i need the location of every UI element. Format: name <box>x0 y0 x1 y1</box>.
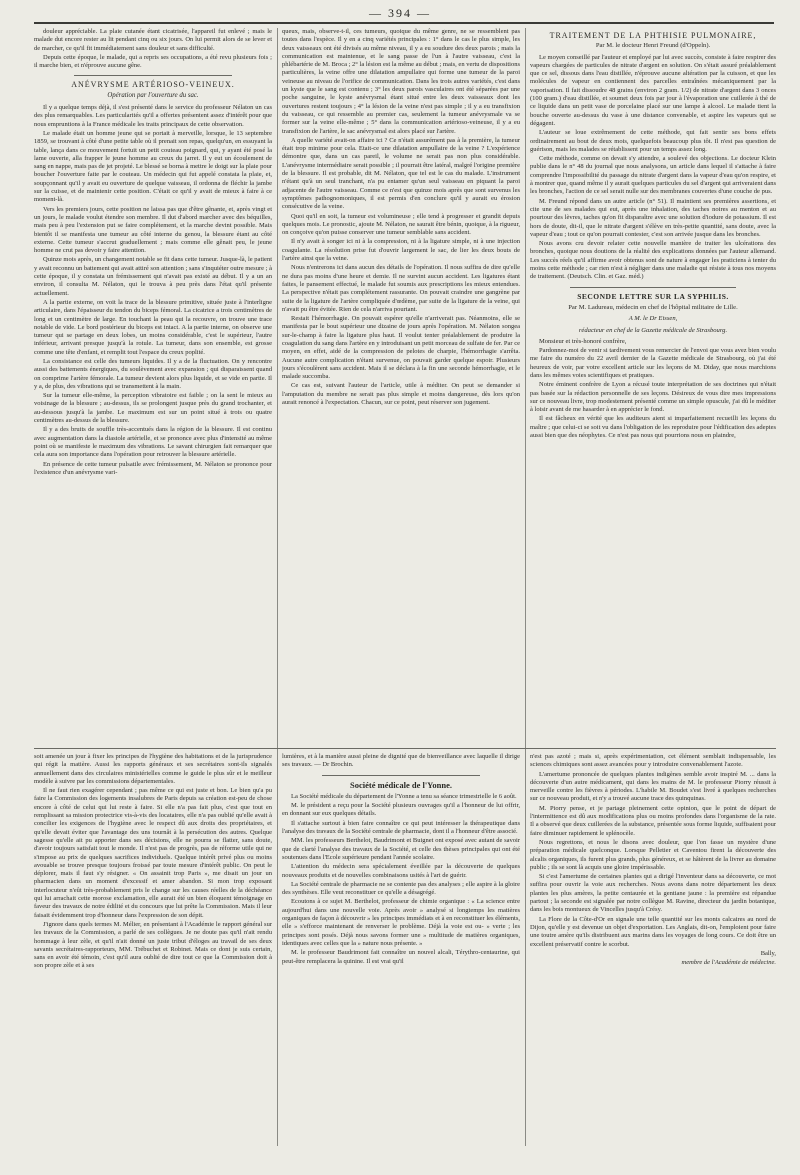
column-4 <box>34 753 272 1153</box>
paragraph: Il y a des bruits de souffle très-accentués dans la région de la blessure. Il est continu avec augmentation dans la diastole artérielle, et se prononce avec plus d'intensité au même point où se manifeste le maximum des vibrations. Le savant chirurgien fait remarquer que cela aura son importance dans l'opération pour retrouver la blessure artérielle. <box>34 426 272 459</box>
paragraph: MM. les professeurs Berthelot, Baudrimont et Buignet ont exposé avec autant de savoir que de clarté l'analyse des travaux de la Société, et celle des thèses principales qui ont été soutenues dans l'Ecole supérieure pendant l'année scolaire. <box>282 837 520 861</box>
paragraph: Le moyen conseillé par l'auteur et employé par lui avec succès, consiste à faire respirer des vapeurs chargées de particules de nitrate d'argent en solution. On s'était assuré préalablement que ce sel, dissous dans l'eau distillée, n'éprouve aucune altération par la cuisson, et que les molécules de vapeur en contiennent des parcelles entraînées mécaniquement par la vaporisation. Il fait dissoudre 48 grains (environ 2 gram. 1/2) de nitrate d'argent dans 3 onces (100 gram.) d'eau distillée, et soumet deux fois par jour à l'évaporation une cuillerée à thé de ce liquide dans un petit vase de porcelaine placé sur une lampe à alcool. Le malade tient la bouche ouverte au-dessus du vase à une distance convenable, et aspire les vapeurs qui se dégagent. <box>530 53 776 127</box>
paragraph: Quoi qu'il en soit, la tumeur est volumineuse ; elle tend à progresser et grandit depuis quelques mois. Le pronostic, ajoute M. Nélaton, ne saurait être bénin, quoique, à la rigueur, on conçoive qu'on puisse conserver une tumeur semblable sans accident. <box>282 212 520 237</box>
letter-address: rédacteur en chef de la Gazette médicale de Strasbourg. <box>578 326 728 334</box>
paragraph: douleur appréciable. La plaie cutanée étant cicatrisée, l'appareil fut enlevé ; mais le malade dut encore rester au lit pendant cinq ou six jours. On lui permit alors de se lever et de marcher, ce qu'il fit immédiatement sans douleur et sans difficulté. <box>34 28 272 52</box>
paragraph: soit amenée un jour à fixer les principes de l'hygiène des habitations et de la jurisprudence qui régit la matière. Aussi les rapports généraux et ses secrétaires sont-ils signalés annuellement dans des circulaires ministérielles comme le guide le plus sûr et le meilleur modèle à suivre par les commissions départementales. <box>34 753 272 785</box>
letter-byline: Par M. Ladureau, médecin en chef de l'hôpital militaire de Lille. <box>568 303 738 311</box>
article-title: ANÉVRYSME ARTÉRIOSO-VEINEUX. <box>71 80 235 90</box>
paragraph: Nous n'entrerons ici dans aucun des détails de l'opération. Il nous suffira de dire qu'elle ne dura pas moins d'une heure et demie. Il ne survint aucun accident. Les ligatures étant faites, le pansement effectué, le malade fut soumis aux prescriptions les mieux entendues. La perspective n'était pas complétement rassurante. On pouvait craindre une gangrène par suite de la ligature de l'artère compliquée d'œdème, par suite de la ligature de la veine, qui n'avait pu être évitée. Rien de cela n'arriva pourtant. <box>282 264 520 313</box>
signature-title: membre de l'Académie de médecine. <box>681 959 776 967</box>
paragraph: Cette méthode, comme on devait s'y attendre, a soulevé des objections. Le docteur Klein publie dans le n° 48 du journal que nous analysons, un article dans lequel il s'attache à faire comprendre l'impossibilité du passage du nitrate d'argent dans la vapeur d'eau qu'on respire, et à montrer que, quand même il y aurait quelques particules du sel d'argent qui arriveraient dans les bronches, l'action de ce sel serait nulle sur des membranes couvertes d'une couche de pus. <box>530 155 776 196</box>
paragraph: J'ignore dans quels termes M. Mélier, en présentant à l'Académie le rapport général sur les travaux de la Commission, a parlé de ses collègues. Je ne doute pas qu'il n'ait rendu hommage à leur zèle, et qu'il n'ait donné un juste tribut d'éloges au travail de ses deux savants secrétaires-rapporteurs, MM. Trébuchet et Robinet. Mais ce dont je suis certain, sans en avoir été témoin, c'est qu'il aura oublié de dire tout ce que la Commission doit à son propre zèle et à ses <box>34 920 272 970</box>
column-divider <box>525 28 526 1146</box>
section-separator <box>570 287 736 288</box>
paragraph: lumières, et à la manière aussi pleine de dignité que de bienveillance avec laquelle il dirige ses travaux. — Dr Brochin. <box>282 753 520 769</box>
section-separator <box>322 775 480 776</box>
paragraph: Il ne faut rien exagérer cependant ; pas même ce qui est juste et bon. Le bien qu'a pu faire la Commission des logements insalubres de Paris depuis sa création est-peu de chose encore à côté de celui qui lui reste à faire. Si elle n'a pas fait plus, c'est que tout en remplissant sa mission protectrice vis-à-vis des locataires, elle n'a pas oublié qu'elle avait à concilier les exigences de l'hygiène avec le respect dû aux droits des propriétaires, et qu'elle devait éviter que l'avantage des uns tournât à la persécution des autres. Quelque sagesse qu'elle ait pu apporter dans ses décisions, elle ne pourra se flatter, sans doute, d'avoir toujours satisfait tout le monde. Il n'est pas de progrès, pas de réforme utile qui ne s'impose au prix de quelques sacrifices individuels. Quelque intérêt privé plus ou moins avouable se trouve presque toujours froissé par toute mesure d'intérêt public. On peut le déplorer, mais il faut s'y résigner. « On assainit trop Paris », me disait un jour un pharmacien dans un moment d'excessif et amer abandon. Si mon trop exposant interlocuteur n'eût très-probablement pris le change sur les causes réelles de la déchéance qui lui arrachait cette morose exclamation, elle aurait été un bien éloquent témoignage en faveur des travaux de notre édilité et du concours que lui prête la Commission. Mais il leur faisait évidemment trop d'honneur dans l'expression de son dépit. <box>34 787 272 919</box>
paragraph: Depuis cette époque, le malade, qui a repris ses occupations, a été revu plusieurs fois ; il marche bien, et n'éprouve aucune gêne. <box>34 53 272 70</box>
section-separator <box>74 75 232 76</box>
letter-salutation: Monsieur et très-honoré confrère, <box>539 337 627 345</box>
letter-title: SECONDE LETTRE SUR LA SYPHILIS. <box>577 291 729 301</box>
paragraph: La consistance est celle des tumeurs liquides. Il y a de la fluctuation. On y rencontre aussi des battements énergiques, du soulèvement avec expansion ; qui disparaissent quand on comprime l'artère fémorale. La tumeur devient alors plus liquide, et se vide en partie. Il y a, de plus, des vibrations qui se transmettent à la main. <box>34 357 272 390</box>
horizontal-divider <box>34 748 776 749</box>
paragraph: Pardonnez-moi de venir si tardivement vous remercier de l'envoi que vous avez bien voulu me faire du numéro du 22 avril dernier de la Gazette médicale de Strasbourg, où j'ai été heureux de voir, par votre excellent article sur les leçons de M. Diday, que nous marchions dans les mêmes voies scientifiques et pratiques. <box>530 347 776 379</box>
column-divider <box>277 28 278 1146</box>
paragraph: n'est pas azoté ; mais si, après expérimentation, cet élément semblait indispensable, les sciences chimiques sont assez avancées pour y introduire convenablement l'azote. <box>530 753 776 769</box>
paragraph: M. Piorry pense, et je partage pleinement cette opinion, que le point de départ de l'intermittence est dû aux modifications plus ou moins profondes dans l'organisme de la rate. Il a observé que deux cuillerées de la substance, présentée sous forme liquide, suffisaient pour faire diminuer rapidement le splénocèle. <box>530 804 776 837</box>
article-subtitle: Opération par l'ouverture du sac. <box>107 91 199 99</box>
signature-name: Bally, <box>760 949 776 957</box>
paragraph: Si c'est l'amertume de certaines plantes qui a dirigé l'inventeur dans sa découverte, ce mot suffira pour ouvrir la voie aux recherches. Nous avons dans notre département les deux plantes les plus amères, la petite centaurée et la gentiane jaune : la première est répandue partout ; la seconde est signalée par notre collègue M. Ravine, directeur du jardin botanique, dans les bois montueux de Vincelles jusqu'à Crésy. <box>530 873 776 914</box>
paragraph: A la partie externe, on voit la trace de la blessure primitive, située juste à l'interligne articulaire, dans l'épaisseur du tendon du biceps fémoral. La cicatrice a trois centimètres de long et un centimètre de large. En touchant la peau qui la recouvre, on trouve une trace notable de vide. Le bord postérieur du biceps est intact. A la partie interne, on observe une tumeur qui se partage en deux lobes, un moins considérable, c'est le supérieur, l'autre inférieur, arrivant presque jusqu'à la rotule. La tumeur, dans son ensemble, est grosse comme une tête d'enfant, et remplit tout l'espace du creux poplité. <box>34 298 272 356</box>
paragraph: Sur la tumeur elle-même, la perception vibratoire est faible ; on la sent le mieux au voisinage de la blessure ; au-dessus, ils se prolongent jusque près du grand trochanter, et au-dessous jusqu'à la jambe. Le maximum est sur un point situé à trois ou quatre centimètres au-dessus de la blessure. <box>34 392 272 425</box>
paragraph: La Flore de la Côte-d'Or en signale une telle quantité sur les monts calcaires au nord de Dijon, qu'elle y est devenue un objet d'exportation. Les Anglais, dit-on, l'emploient pour faire une toutre amère qu'ils distribuent aux marins dans les voyages de long cours. Ce doit être un excellent préservatif contre le scorbut. <box>530 915 776 948</box>
paragraph: La Société médicale du département de l'Yonne a tenu sa séance trimestrielle le 6 août. <box>291 792 517 800</box>
paragraph: Ecoutons à ce sujet M. Berthelot, professeur de chimie organique : « La science entre aujourd'hui dans une nouvelle voie. Après avoir » analysé si longtemps les matières organiques de façon à découvrir » les principes immédiats et à en reconstituer les éléments, elle » s'efforce maintenant de renverser le problème. Déjà la voie est ou- » verte ; les principes sont posés. Déjà nous savons former une » multitude de matières organiques, identiques avec celles que la » nature nous présente. » <box>282 898 520 947</box>
paragraph: L'attention du médecin sera spécialement éveillée par la découverte de quelques nouveaux produits et de nouvelles combinaisons usités à l'art de guérir. <box>282 863 520 879</box>
header-rule <box>34 22 774 24</box>
paragraph: Il s'attache surtout à bien faire connaître ce qui peut intéresser la thérapeutique dans l'analyse des travaux de la Société centrale de pharmacie, dont il a l'honneur d'être associé. <box>282 819 520 836</box>
article-title: Société médicale de l'Yonne. <box>350 779 452 790</box>
paragraph: Restait l'hémorrhagie. On pouvait espérer qu'elle n'arriverait pas. Néanmoins, elle se manifesta par le bout supérieur une dizaine de jours après l'opération. M. Nélaton songea sur-le-champ à faire la ligature plus haut. Il voulut tenter préalablement de produire la coagulation du sang dans l'artère en y introduisant un petit morceau de sulfate de fer. Par ce moyen, en effet, aidé de la compression de pelotes de charpie, l'hémorrhagie s'arrêta. Aucune autre complication n'étant survenue, on pouvait garder quelque espoir. Plusieurs jours s'écoulèrent sans accident. Mais il se déclara à la fin une seconde hémorrhagie, et le malade succomba. <box>282 315 520 381</box>
paragraph: M. le président a reçu pour la Société plusieurs ouvrages qu'il a l'honneur de lui offrir, en donnant sur eux quelques détails. <box>282 802 520 818</box>
paragraph: Il n'y avait à songer ici ni à la compression, ni à la ligature simple, ni à une injection coagulante. La résolution prise fut d'ouvrir largement le sac, de lier les deux bouts de l'artère ainsi que la veine. <box>282 238 520 263</box>
paragraph: Notre éminent confrère de Lyon a récusé toute interprétation de ses doctrines qui n'était pas basée sur la rédaction personnelle de ses leçons. Désireux de vous dire mes impressions sur ce nouveau livre, trop modestement présenté comme un simple opuscule, j'ai dû le méditer à loisir avant de me hasarder à en apprécier le fond. <box>530 381 776 414</box>
paragraph: Quinze mois après, un changement notable se fit dans cette tumeur. Jusque-là, le patient y avait reconnu un battement qui avait attiré son attention ; sans s'inquiéter outre mesure ; à cette époque, il y constata un frémissement qui n'avait pas existé au début. Il y a un an environ, il consulta M. Nélaton, qui le trouva à peu près dans l'état qu'il présente actuellement. <box>34 256 272 297</box>
column-3 <box>530 28 776 746</box>
paragraph: Vers les premiers jours, cette position ne laissa pas que d'être gênante, et, après vingt et un jours, le malade voulut étendre son membre. Il dut d'abord marcher avec des béquilles, mais peu à peu l'extension put se faire complétement, et la marche devint possible. Mais bientôt il se manifesta une tumeur au côté interne du genou, la blessure étant au côté externe. Cette tumeur s'accrut graduellement ; mais comme elle gênait peu, le jeune homme ne crut pas devoir y faire attention. <box>34 205 272 255</box>
paragraph: Le malade était un homme jeune qui se portait à merveille, lorsque, le 13 septembre 1859, se trouvant à côté d'une petite table où il prenait son repas, quelqu'un, en essuyant la table, lança dans ce mouvement fortuit un petit couteau poignard, qui, y ayant été posé la lame ouverte, alla frapper le jeune homme au creux du jarret. Il y eut un écoulement de sang en nappe, mais pas de jet projeté. Le blessé se borna à mettre le doigt sur la plaie pour boucher l'ouverture faite par le couteau. Un médecin qui fut appelé constata la plaie, et, soupçonnant qu'il y avait eu ouverture de quelque vaisseau, il ordonna de fléchir la jambe sur la cuisse, et de maintenir cette position. C'était ce qu'il y avait de mieux à faire à ce moment-là. <box>34 129 272 204</box>
paragraph: A quelle variété avait-on affaire ici ? Ce n'était assurément pas à la première, la tumeur était trop minime pour cela. Etait-ce une dilatation ampullaire de la veine ? L'expérience démontre que, dans un cas pareil, le volume ne serait pas non plus considérable. L'anévrysme intermédiaire serait possible ; il pourrait être latéral, malgré l'origine première de la blessure. Il est probable, dit M. Nélaton, que tel est le cas du malade. L'instrument n'étant qu'à un seul tranchant, n'a pu entamer qu'un seul vaisseau en piquant la paroi adjacente de l'autre vaisseau. Comme ce n'est que quinze mois après que sont survenus les symptômes pathognomoniques, il est permis d'en conclure qu'il y aurait eu érosion consécutive de la veine. <box>282 136 520 211</box>
paragraph: L'auteur se loue extrêmement de cette méthode, qui fait sentir ses bons effets ordinairement au bout de deux mois, quelquefois beaucoup plus tôt. Il n'est pas question de guérison, mais les malades se rétablissent pour un temps assez long. <box>530 129 776 153</box>
paragraph: Nous regrettons, et nous le disons avec douleur, que l'on fasse un mystère d'une préparation médicale quelconque. Lorsque Pelletier et Caventou firent la découverte des alcalis organiques, ils furent plus grands, plus généreux, et se hâtèrent de la livrer au domaine public ; ils se sont là acquis une gloire impérissable. <box>530 838 776 871</box>
column-5 <box>282 753 520 1153</box>
paragraph: queux, mais, observe-t-il, ces tumeurs, quoique du même genre, ne se ressemblent pas toutes dans l'espèce. Il y en a cinq variétés principales : 1° dans le cas le plus simple, les deux vaisseaux ont été divisés au même niveau, il y a eu soudure des deux parois ; mais la communication est maintenue, et le sang passe de l'un à l'autre vaisseau, c'est la phlébartérie de M. Broca ; 2° la lésion est la même au début ; mais, en vertu de dispositions particulières, la veine offre une dilatation ampullaire qui forme une tumeur de la paroi veineuse au niveau de l'orifice de communication. Dans les trois autres variétés, c'est dans un kyste que le sang est contenu ; 3° les deux parois vasculaires ont été séparées par une poche sanguine, le kyste anévrysmal étant situé entre les deux vaisseaux dont les ouvertures restent toujours ; 4° la lésion de la veine n'est pas simple ; il y a eu transfixion du vaisseau, ce qui ressemble au premier cas, seulement la tumeur anévrysmale va se former sur la veine elle-même ; 5° dans la communication artérioso-veineuse, il y a eu transfixion de l'artère, le sac anévrysmal est alors placé sur l'artère. <box>282 28 520 135</box>
column-2 <box>282 28 520 746</box>
article-byline: Par M. le docteur Henri Freund (d'Oppeln). <box>595 42 711 50</box>
column-6 <box>530 753 776 1153</box>
paragraph: M. le professeur Baudrimont fait connaître un nouvel alcali, Térythro-centaurine, qui peut-être remplacera la quinine. Il est vrai qu'il <box>282 949 520 965</box>
paragraph: Ce cas est, suivant l'auteur de l'article, utile à méditer. On peut se demander si l'amputation du membre ne serait pas plus simple et moins dangereuse, dès lors qu'on aurait renoncé à l'expectation. Chacun, sur ce point, peut réserver son jugement. <box>282 382 520 407</box>
page-number: — 394 — <box>369 6 431 20</box>
paragraph: La Société centrale de pharmacie ne se contente pas des analyses ; elle aspire à la gloire des synthèses. Elle veut reconstituer ce qu'elle a désagrégé. <box>282 880 520 897</box>
article-title: TRAITEMENT DE LA PHTHISIE PULMONAIRE, <box>549 31 757 40</box>
column-1 <box>34 28 272 746</box>
paragraph: Il y a quelque temps déjà, il s'est présenté dans le service du professeur Nélaton un cas des plus remarquables. Les particularités qu'il a offertes présentent assez d'intérêt pour que nous empruntions à la France médicale les traits principaux de cette observation. <box>34 104 272 128</box>
paragraph: M. Freund répond dans un autre article (n° 51). Il maintient ses premières assertions, et cite une de ses malades qui eut, après une inhalation, des taches noires au menton et au pourtour des lèvres, taches qu'on fit disparaître avec une solution d'iodure de potassium. Il est hors de doute, dit-il, que le nitrate d'argent s'élève en très-petite quantité, sans doute, avec la vapeur d'eau ; tout ce qu'on pourrait contester, c'est son arrivée jusque dans les bronches. <box>530 197 776 238</box>
paragraph: Nous avons cru devoir relater cette nouvelle manière de traiter les ulcérations des bronches, quoique nous doutions de la réalité des explications données par l'auteur allemand. Les succès réels qu'il affirme avoir obtenus sont de nature à engager les praticiens à tenter du moins cette méthode ; car rien n'est à négliger dans une maladie qui résiste à tous nos moyens de traitement. (Deutsch. Clin. et Gaz. méd.) <box>530 240 776 281</box>
letter-address: A M. le Dr Eissen, <box>628 315 678 323</box>
paragraph: L'amertume prononcée de quelques plantes indigènes semble avoir inspiré M. ... dans la découverte d'un autre médicament, qui dans les mains de M. le professeur Piorry réussit à merveille contre les fièvres à périodes. L'habile M. Boudet s'est livré à quelques recherches sur ce nouveau produit, et n'y a trouvé aucune trace des quinquinas. <box>530 770 776 803</box>
paragraph: En présence de cette tumeur pulsatile avec frémissement, M. Nélaton se prononce pour l'existence d'un anévrysme vari- <box>34 460 272 476</box>
paragraph: Il est fâcheux en vérité que les auditeurs aient si imparfaitement recueilli les leçons du maître ; que celui-ci se soit vu dans l'obligation de les reproduire pour l'édification des adeptes aussi bien que des néophytes. Ce n'est pas nous qui pourrions nous en plaindre, <box>530 415 776 440</box>
